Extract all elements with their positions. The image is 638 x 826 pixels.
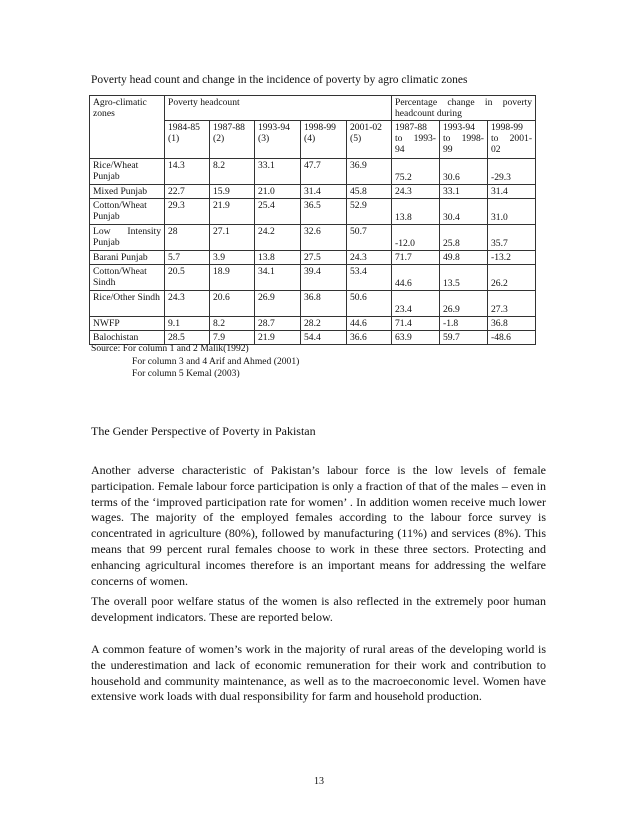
zone-header: Agro-climatic zones — [90, 96, 165, 159]
headcount-cell: 20.6 — [210, 291, 255, 317]
headcount-cell: 54.4 — [301, 331, 347, 345]
headcount-cell: 13.8 — [255, 251, 301, 265]
table-row — [90, 317, 536, 331]
body-paragraph: The overall poor welfare status of the women is also reflected in the extremely poor human development indicators. These are reported below. — [91, 594, 546, 624]
change-cell: 13.5 — [440, 265, 488, 291]
headcount-cell: 26.9 — [255, 291, 301, 317]
poverty-table — [89, 95, 536, 345]
headcount-cell: 28.2 — [301, 317, 347, 331]
column-number: (3) — [258, 133, 270, 144]
zone-cell: Low Intensity Punjab — [90, 225, 165, 251]
body-paragraph: A common feature of women’s work in the majority of rural areas of the developing world is the underestimation and lack of economic remuneration for their work and contribution to household and community maintenance, as well as to the macroeconomic level. Women have extensive work loads with dual responsibility for farm and household production. — [91, 642, 546, 704]
headcount-cell: 21.9 — [255, 331, 301, 345]
column-header — [210, 121, 255, 159]
change-cell: 33.1 — [440, 185, 488, 199]
change-cell: -13.2 — [488, 251, 536, 265]
headcount-cell: 8.2 — [210, 159, 255, 185]
change-cell: 26.9 — [440, 291, 488, 317]
source-line: For column 3 and 4 Arif and Ahmed (2001) — [132, 355, 300, 367]
headcount-cell: 9.1 — [165, 317, 210, 331]
column-header — [255, 121, 301, 159]
column-period: 2001-02 — [350, 122, 382, 133]
column-number: (4) — [304, 133, 316, 144]
headcount-cell: 27.5 — [301, 251, 347, 265]
headcount-cell: 50.7 — [347, 225, 392, 251]
headcount-cell: 53.4 — [347, 265, 392, 291]
headcount-cell: 36.9 — [347, 159, 392, 185]
table-row — [90, 291, 536, 317]
headcount-cell: 34.1 — [255, 265, 301, 291]
change-cell: 49.8 — [440, 251, 488, 265]
table-row — [90, 185, 536, 199]
column-period: 1987-88 — [213, 122, 245, 133]
headcount-cell: 3.9 — [210, 251, 255, 265]
headcount-header: Poverty headcount — [165, 96, 392, 121]
headcount-cell: 47.7 — [301, 159, 347, 185]
table-sources — [91, 343, 299, 381]
source-line: For column 5 Kemal (2003) — [132, 368, 240, 379]
headcount-cell: 28 — [165, 225, 210, 251]
column-number: (2) — [213, 133, 225, 144]
headcount-cell: 45.8 — [347, 185, 392, 199]
table-row — [90, 225, 536, 251]
change-cell: 30.6 — [440, 159, 488, 185]
headcount-cell: 28.5 — [165, 331, 210, 345]
zone-cell: Rice/Wheat Punjab — [90, 159, 165, 185]
headcount-cell: 36.6 — [347, 331, 392, 345]
column-number: (1) — [168, 133, 180, 144]
table-row — [90, 251, 536, 265]
change-cell: -48.6 — [488, 331, 536, 345]
table-row — [90, 199, 536, 225]
change-cell: 31.0 — [488, 199, 536, 225]
headcount-cell: 8.2 — [210, 317, 255, 331]
change-cell: 24.3 — [392, 185, 440, 199]
change-cell: -1.8 — [440, 317, 488, 331]
change-cell: 35.7 — [488, 225, 536, 251]
change-cell: 44.6 — [392, 265, 440, 291]
change-header: Percentage change in poverty headcount during — [392, 96, 536, 121]
change-cell: 13.8 — [392, 199, 440, 225]
headcount-cell: 29.3 — [165, 199, 210, 225]
section-heading: The Gender Perspective of Poverty in Pakistan — [91, 424, 316, 438]
zone-cell: Mixed Punjab — [90, 185, 165, 199]
table-row — [90, 265, 536, 291]
change-cell: 63.9 — [392, 331, 440, 345]
change-cell: -29.3 — [488, 159, 536, 185]
headcount-cell: 50.6 — [347, 291, 392, 317]
zone-cell: Cotton/Wheat Punjab — [90, 199, 165, 225]
headcount-cell: 32.6 — [301, 225, 347, 251]
column-period: 1998-99 — [304, 122, 336, 133]
headcount-cell: 21.9 — [210, 199, 255, 225]
body-paragraph: Another adverse characteristic of Pakistan’s labour force is the low levels of female participation. Female labour force participation is only a fraction of that of the males – even in terms of the ‘improved participation rate for women’ . In addition women receive much lower wages. The majority of the employed females according to the labour force survey is concentrated in agriculture (80%), followed by manufacturing (11%) and services (8%). This means that 99 percent rural females choose to work in these three sectors. Protecting and enhancing agricultural incomes therefore is an important means for addressing the welfare concerns of women. — [91, 463, 546, 588]
headcount-cell: 24.2 — [255, 225, 301, 251]
headcount-cell: 7.9 — [210, 331, 255, 345]
change-cell: 25.8 — [440, 225, 488, 251]
page-number: 13 — [314, 776, 324, 787]
zone-cell: Rice/Other Sindh — [90, 291, 165, 317]
headcount-cell: 24.3 — [165, 291, 210, 317]
change-cell: 30.4 — [440, 199, 488, 225]
change-column-header: 1987-88 to 1993-94 — [392, 121, 440, 159]
change-cell: 36.8 — [488, 317, 536, 331]
headcount-cell: 21.0 — [255, 185, 301, 199]
headcount-cell: 25.4 — [255, 199, 301, 225]
change-column-header: 1993-94 to 1998-99 — [440, 121, 488, 159]
table-title: Poverty head count and change in the incidence of poverty by agro climatic zones — [91, 74, 468, 86]
column-header — [165, 121, 210, 159]
column-header — [301, 121, 347, 159]
headcount-cell: 36.8 — [301, 291, 347, 317]
headcount-cell: 52.9 — [347, 199, 392, 225]
change-cell: 26.2 — [488, 265, 536, 291]
zone-cell: NWFP — [90, 317, 165, 331]
change-cell: 31.4 — [488, 185, 536, 199]
headcount-cell: 39.4 — [301, 265, 347, 291]
headcount-cell: 44.6 — [347, 317, 392, 331]
column-period: 1993-94 — [258, 122, 290, 133]
change-cell: 23.4 — [392, 291, 440, 317]
headcount-cell: 14.3 — [165, 159, 210, 185]
headcount-cell: 20.5 — [165, 265, 210, 291]
headcount-cell: 22.7 — [165, 185, 210, 199]
headcount-cell: 33.1 — [255, 159, 301, 185]
change-cell: 27.3 — [488, 291, 536, 317]
change-cell: 71.4 — [392, 317, 440, 331]
table-row — [90, 159, 536, 185]
zone-cell: Barani Punjab — [90, 251, 165, 265]
column-number: (5) — [350, 133, 362, 144]
headcount-cell: 31.4 — [301, 185, 347, 199]
headcount-cell: 15.9 — [210, 185, 255, 199]
headcount-cell: 18.9 — [210, 265, 255, 291]
change-cell: 75.2 — [392, 159, 440, 185]
source-line: Source: For column 1 and 2 Malik(1992) — [91, 343, 249, 354]
headcount-cell: 5.7 — [165, 251, 210, 265]
column-period: 1984-85 — [168, 122, 200, 133]
change-cell: 71.7 — [392, 251, 440, 265]
zone-cell: Balochistan — [90, 331, 165, 345]
headcount-cell: 36.5 — [301, 199, 347, 225]
headcount-cell: 27.1 — [210, 225, 255, 251]
change-cell: -12.0 — [392, 225, 440, 251]
headcount-cell: 24.3 — [347, 251, 392, 265]
headcount-cell: 28.7 — [255, 317, 301, 331]
change-column-header: 1998-99 to 2001-02 — [488, 121, 536, 159]
zone-cell: Cotton/Wheat Sindh — [90, 265, 165, 291]
table-header-row — [90, 96, 536, 121]
column-header — [347, 121, 392, 159]
change-cell: 59.7 — [440, 331, 488, 345]
